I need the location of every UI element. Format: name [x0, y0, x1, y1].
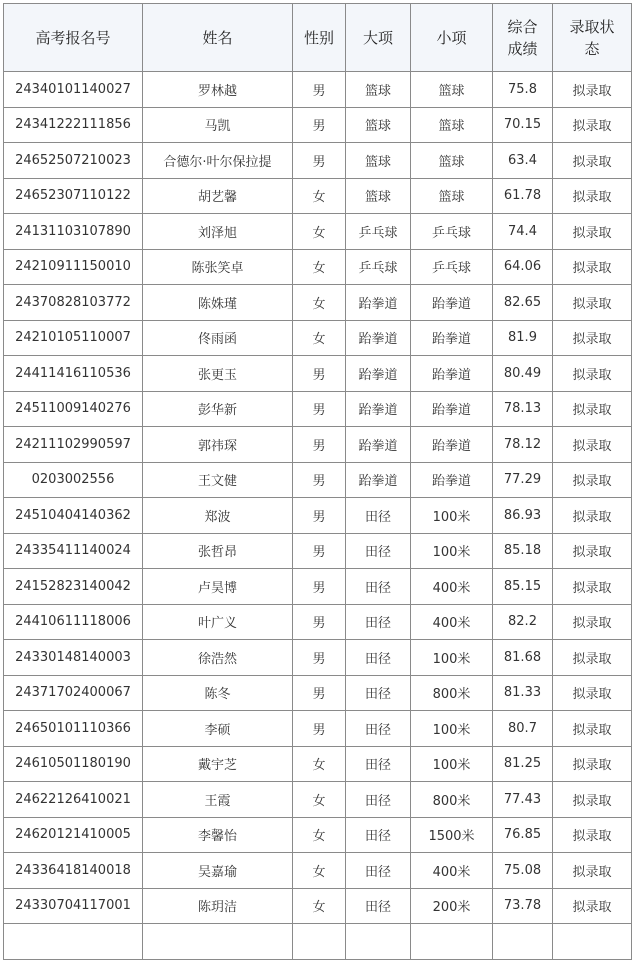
cell-event: 100米: [411, 498, 493, 534]
cell-name: 胡艺馨: [143, 178, 293, 214]
cell-event: 跆拳道: [411, 462, 493, 498]
cell-event: 200米: [411, 888, 493, 924]
cell-score: 81.9: [493, 320, 553, 356]
cell-name: 王文健: [143, 462, 293, 498]
cell-status: 拟录取: [553, 249, 632, 285]
table-row: [4, 107, 632, 143]
cell-gender: 男: [293, 498, 346, 534]
table-row: [4, 427, 632, 463]
cell-category: 田径: [346, 533, 411, 569]
cell-score: 64.06: [493, 249, 553, 285]
cell-score: 61.78: [493, 178, 553, 214]
cell-event: 跆拳道: [411, 320, 493, 356]
header-status: 录取状 态: [553, 4, 632, 72]
table-row: [4, 285, 632, 321]
cell-gender: 女: [293, 320, 346, 356]
cell-exam-number: 24335411140024: [4, 533, 143, 569]
cell-exam-number: 24652507210023: [4, 143, 143, 179]
table-header-row: [4, 4, 632, 72]
cell-name: 李硕: [143, 711, 293, 747]
cell-category: 跆拳道: [346, 391, 411, 427]
cell-status: 拟录取: [553, 214, 632, 250]
cell-gender: 女: [293, 853, 346, 889]
cell-name: 刘泽旭: [143, 214, 293, 250]
cell-score: 82.65: [493, 285, 553, 321]
header-event: 小项: [411, 4, 493, 72]
cell-status: 拟录取: [553, 320, 632, 356]
cell-score: 73.78: [493, 888, 553, 924]
cell-name: 卢昊博: [143, 569, 293, 605]
cell-score: 78.13: [493, 391, 553, 427]
header-category: 大项: [346, 4, 411, 72]
cell-status: 拟录取: [553, 888, 632, 924]
cell-exam-number: 24340101140027: [4, 72, 143, 108]
cell-gender: 男: [293, 675, 346, 711]
cell-exam-number: 24650101110366: [4, 711, 143, 747]
cell-exam-number: 24510404140362: [4, 498, 143, 534]
cell-exam-number: 24371702400067: [4, 675, 143, 711]
cell-exam-number: 24152823140042: [4, 569, 143, 605]
cell-score: 75.8: [493, 72, 553, 108]
cell-event: 篮球: [411, 72, 493, 108]
cell-category: 田径: [346, 604, 411, 640]
cell-score: 70.15: [493, 107, 553, 143]
cell-category: 田径: [346, 569, 411, 605]
table-row: [4, 782, 632, 818]
cell-status: 拟录取: [553, 569, 632, 605]
cell-score: 78.12: [493, 427, 553, 463]
cell-category: 田径: [346, 675, 411, 711]
cell-exam-number: 24622126410021: [4, 782, 143, 818]
cell-name: 陈张笑卓: [143, 249, 293, 285]
cell-exam-number: 24652307110122: [4, 178, 143, 214]
cell-event: 800米: [411, 675, 493, 711]
cell-status: 拟录取: [553, 178, 632, 214]
cell-exam-number: 24511009140276: [4, 391, 143, 427]
cell-status: 拟录取: [553, 746, 632, 782]
cell-gender: 女: [293, 888, 346, 924]
cell-name: 郑波: [143, 498, 293, 534]
header-score: 综合 成绩: [493, 4, 553, 72]
table-row: [4, 391, 632, 427]
cell-status: 拟录取: [553, 675, 632, 711]
cell-gender: 男: [293, 533, 346, 569]
cell-status: 拟录取: [553, 533, 632, 569]
cell-category: 田径: [346, 498, 411, 534]
cell-name: 陈姝瑾: [143, 285, 293, 321]
cell-status: 拟录取: [553, 498, 632, 534]
cell-status: 拟录取: [553, 107, 632, 143]
cell-score: 86.93: [493, 498, 553, 534]
cell-event: 400米: [411, 569, 493, 605]
table-row: [4, 888, 632, 924]
cell-name: 佟雨函: [143, 320, 293, 356]
cell-event: 1500米: [411, 817, 493, 853]
cell-event: 篮球: [411, 178, 493, 214]
cell-gender: 男: [293, 569, 346, 605]
cell-gender: 男: [293, 604, 346, 640]
cell-gender: 男: [293, 391, 346, 427]
table-row: [4, 853, 632, 889]
cell-name: 陈冬: [143, 675, 293, 711]
cell-status: 拟录取: [553, 356, 632, 392]
cell-gender: 女: [293, 746, 346, 782]
cell-exam-number: 24330148140003: [4, 640, 143, 676]
table-row: [4, 320, 632, 356]
cell-gender: 女: [293, 249, 346, 285]
cell-name: 陈玥洁: [143, 888, 293, 924]
table-row: [4, 214, 632, 250]
cell-name: 马凯: [143, 107, 293, 143]
cell-category: 乒乓球: [346, 249, 411, 285]
cell-name: 张更玉: [143, 356, 293, 392]
cell-name: 张哲昂: [143, 533, 293, 569]
cell-category: 田径: [346, 746, 411, 782]
cell-score: 75.08: [493, 853, 553, 889]
header-exam-number: 高考报名号: [4, 4, 143, 72]
cell-score: 81.33: [493, 675, 553, 711]
table-row: [4, 746, 632, 782]
cell-category: 跆拳道: [346, 427, 411, 463]
cell-category: 篮球: [346, 107, 411, 143]
cell-exam-number: 24620121410005: [4, 817, 143, 853]
cell-name: 戴宇芝: [143, 746, 293, 782]
cell-gender: 男: [293, 427, 346, 463]
cell-status: 拟录取: [553, 817, 632, 853]
cell-name: 彭华新: [143, 391, 293, 427]
header-gender: 性别: [293, 4, 346, 72]
cell-gender: 女: [293, 782, 346, 818]
cell-gender: 女: [293, 817, 346, 853]
cell-status: 拟录取: [553, 853, 632, 889]
cell-exam-number: 24330704117001: [4, 888, 143, 924]
cell-score: 80.7: [493, 711, 553, 747]
table-row: [4, 498, 632, 534]
cell-category: 篮球: [346, 178, 411, 214]
table-row: [4, 817, 632, 853]
table-row: [4, 569, 632, 605]
table-row: [4, 711, 632, 747]
cell-score: 77.29: [493, 462, 553, 498]
cell-status: 拟录取: [553, 711, 632, 747]
cell-score: 81.25: [493, 746, 553, 782]
cell-status: 拟录取: [553, 782, 632, 818]
cell-category: 乒乓球: [346, 214, 411, 250]
cell-gender: 男: [293, 640, 346, 676]
cell-status: 拟录取: [553, 72, 632, 108]
cell-category: 跆拳道: [346, 285, 411, 321]
cell-score: 85.18: [493, 533, 553, 569]
table-row: [4, 356, 632, 392]
cell-event: 100米: [411, 711, 493, 747]
cell-score: 63.4: [493, 143, 553, 179]
table-row: [4, 604, 632, 640]
cell-gender: 男: [293, 107, 346, 143]
table-row: [4, 640, 632, 676]
cell-score: 82.2: [493, 604, 553, 640]
cell-category: 田径: [346, 711, 411, 747]
cell-gender: 男: [293, 143, 346, 179]
cell-name: 徐浩然: [143, 640, 293, 676]
cell-event: 篮球: [411, 107, 493, 143]
cell-gender: 男: [293, 462, 346, 498]
cell-exam-number: 24210911150010: [4, 249, 143, 285]
cell-exam-number: 24370828103772: [4, 285, 143, 321]
cell-score: 85.15: [493, 569, 553, 605]
cell-status: 拟录取: [553, 391, 632, 427]
cell-event: 100米: [411, 533, 493, 569]
cell-name: 罗林越: [143, 72, 293, 108]
cell-status: 拟录取: [553, 427, 632, 463]
table-row: [4, 249, 632, 285]
cell-category: 跆拳道: [346, 320, 411, 356]
cell-category: 篮球: [346, 72, 411, 108]
cell-name: 李馨怡: [143, 817, 293, 853]
cell-status: 拟录取: [553, 640, 632, 676]
cell-category: 篮球: [346, 143, 411, 179]
cell-exam-number: 0203002556: [4, 462, 143, 498]
cell-event: 100米: [411, 640, 493, 676]
cell-event: 乒乓球: [411, 214, 493, 250]
cell-score: 76.85: [493, 817, 553, 853]
cell-gender: 女: [293, 178, 346, 214]
admission-table: [3, 3, 632, 960]
cell-status: 拟录取: [553, 143, 632, 179]
table-row: [4, 533, 632, 569]
cell-status: 拟录取: [553, 462, 632, 498]
cell-exam-number: 24341222111856: [4, 107, 143, 143]
table-row: [4, 462, 632, 498]
cell-category: 田径: [346, 817, 411, 853]
cell-event: 400米: [411, 853, 493, 889]
cell-exam-number: 24131103107890: [4, 214, 143, 250]
cell-gender: 男: [293, 356, 346, 392]
header-name: 姓名: [143, 4, 293, 72]
cell-category: 跆拳道: [346, 356, 411, 392]
cell-name: 合德尔·叶尔保拉提: [143, 143, 293, 179]
cell-name: 吴嘉瑜: [143, 853, 293, 889]
table-row: [4, 143, 632, 179]
cell-category: 田径: [346, 853, 411, 889]
cell-score: 74.4: [493, 214, 553, 250]
cell-event: 跆拳道: [411, 356, 493, 392]
cell-event: 跆拳道: [411, 285, 493, 321]
cell-category: 跆拳道: [346, 462, 411, 498]
cell-gender: 男: [293, 711, 346, 747]
cell-score: 77.43: [493, 782, 553, 818]
cell-name: 郭祎琛: [143, 427, 293, 463]
cell-event: 100米: [411, 746, 493, 782]
cell-event: 乒乓球: [411, 249, 493, 285]
cell-exam-number: 24336418140018: [4, 853, 143, 889]
cell-event: 篮球: [411, 143, 493, 179]
cell-gender: 女: [293, 285, 346, 321]
table-row: [4, 178, 632, 214]
cell-status: 拟录取: [553, 604, 632, 640]
cell-category: 田径: [346, 888, 411, 924]
cell-name: 王霞: [143, 782, 293, 818]
cell-status: 拟录取: [553, 285, 632, 321]
table-row: [4, 72, 632, 108]
cell-exam-number: 24211102990597: [4, 427, 143, 463]
cell-event: 跆拳道: [411, 427, 493, 463]
cell-category: 田径: [346, 640, 411, 676]
cell-exam-number: 24610501180190: [4, 746, 143, 782]
table-row: [4, 675, 632, 711]
cell-gender: 男: [293, 72, 346, 108]
cell-exam-number: 24210105110007: [4, 320, 143, 356]
cell-name: 叶广义: [143, 604, 293, 640]
cell-score: 81.68: [493, 640, 553, 676]
cell-event: 800米: [411, 782, 493, 818]
cell-exam-number: 24411416110536: [4, 356, 143, 392]
cell-event: 400米: [411, 604, 493, 640]
cell-category: 田径: [346, 782, 411, 818]
cell-exam-number: 24410611118006: [4, 604, 143, 640]
cell-score: 80.49: [493, 356, 553, 392]
cell-event: 跆拳道: [411, 391, 493, 427]
cell-gender: 女: [293, 214, 346, 250]
